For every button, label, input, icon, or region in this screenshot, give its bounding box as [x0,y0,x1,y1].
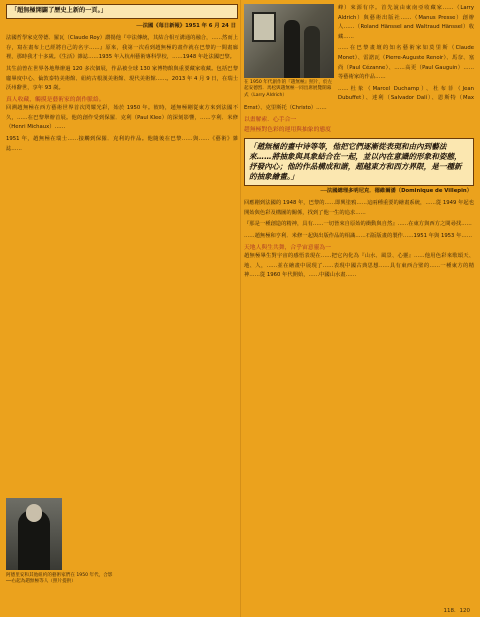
portrait-caption: 阿德里安和其他紐約的藝術家們在 1950 年代，合影──右起為趙無極等人（照片提供） [6,573,113,585]
portrait-photo [6,498,62,570]
top-quote-source: ──法國《每日新報》1951 年 6 月 24 日 [136,22,236,29]
subheading-4: 天地人與生共舞，合乎宙意靈為一 [244,244,331,251]
paragraph-3: 回溯趙無極在西方藝術世界首次閃耀光彩，始於 1950 年。彼時，趙無極剛從東方來到法國不久，……在巴黎舉辦首展。他的創作受到保羅．克利（Paul Klee）的深刻影響，……亨利．米修（Henri Michaux）…… [6,105,238,131]
feature-quote-source: ──法國總理多明尼克．德維爾潘（Dominique de Villepin） [320,187,472,194]
feature-quote-text: 「趙無極的畫中诗等等，他把它們逐漸從表現和由內到藝法來……將抽象與具象結合在一起，並以內在意識的形象和姿態，抒發內心；他的作品構成和諧，超越東方和西方界限，是一種新的抽象繪畫。」 [249,141,462,181]
gallery-photo-caption: 在 1950 年代創作的『趙無極』照片，於左起安德烈．馬松與趙無極一同出席展覽開幕式（Larry Aldrich） [244,80,333,98]
top-quote-box [6,4,238,19]
subheading-2: 以畫解索．心手合一 [244,116,297,123]
top-quote-text: 「超無極開闢了歷史上新的一頁。」 [11,7,107,14]
subheading-1: 真人收藏，觸摸是藝術家的創作脈絡。 [6,96,105,103]
paragraph-r6: ……趙無極和亨利．米修一起與出版作品的相識……石版版畫的製作……1951 年與 1953 年…… [244,232,472,239]
feature-quote-box [244,138,474,186]
paragraph-r2: ……在巴黎畫壇的知名藝術家如莫里斯（Claude Monet）、雷諾瓦（Pierre-Auguste Renoir）、馬奈、塞尚（Paul Cézanne）、……高更（Paul Gauguin）……等藝術家的作品…… [338,45,474,81]
paragraph-1: 法國哲學家克勞德．羅瓦（Claude Roy）讚揚他『中法傳統，其結合相互溝通的融合，……然而上存，寫在畫布上已經將自己的名字……』原來，我第一次看到趙無極的畫作就在巴黎的一間畫廊裡，那時我才十多歲。《生活》雜誌……1935 年入杭州藝術專科學校，……1948 年赴法國巴黎。 [6,35,238,61]
page-number: 118．120 [443,608,470,614]
paragraph-r5: 『那是一種創造的精神，具有……一切皆來自原始的衝動與自然』……在東方與西方之間尋找…… [244,221,472,228]
paragraph-r1: 峰）來源有序。首先說由東南亞收藏家……（Larry Aldrich）與藝術出版社……（Manus Presse）創辦人……（Roland Hänssel and Waltraud Hänssel）收藏…… [338,5,474,40]
paragraph-4: 1951 年，趙無極在瑞士……接觸到保羅．克利的作品。他隨後在巴黎……與……《藝術》雜誌…… [6,136,238,152]
right-column [244,4,474,604]
paragraph-r3: ……杜象（Marcel Duchamp）、杜布菲（Jean Dubuffet）、達利（Salvador Dalí）、恩斯特（Max Ernst）、克里斯托（Christo）…… [244,85,474,111]
paragraph-r7: 趙無極畢生對宇宙的感悟表現在……把它內化為『山水、風景、心靈』……他用色彩來歌頌天、地、人，……並在繪畫中展現了……表現中國古典思想……具有東西合璧的……一種東方的精神……從 1960 年代開始，……中國山水畫…… [244,253,474,279]
subheading-3: 趙無極對色彩的運用與抽象的態度 [244,127,331,134]
gallery-photo [244,4,334,78]
paragraph-r4: 回應剛到法國的 1948 年，巴黎的……即興塗鴉……這兩種重要的繪畫系統，……從 1949 年起也開始與色彩及構圖的關係，找到了他一生的追求…… [244,200,474,216]
gutter-divider [240,0,241,617]
paragraph-2: 其生前曾在世界各地舉辦過 120 多次個展，作品被全球 130 家博物館與重要藏家收藏。包括巴黎龐畢度中心、倫敦泰特美術館、紐約古根漢美術館、現代美術館……。2013 年 4 月 9 日，在瑞士沃州辭世，享年 93 歲。 [6,65,238,92]
